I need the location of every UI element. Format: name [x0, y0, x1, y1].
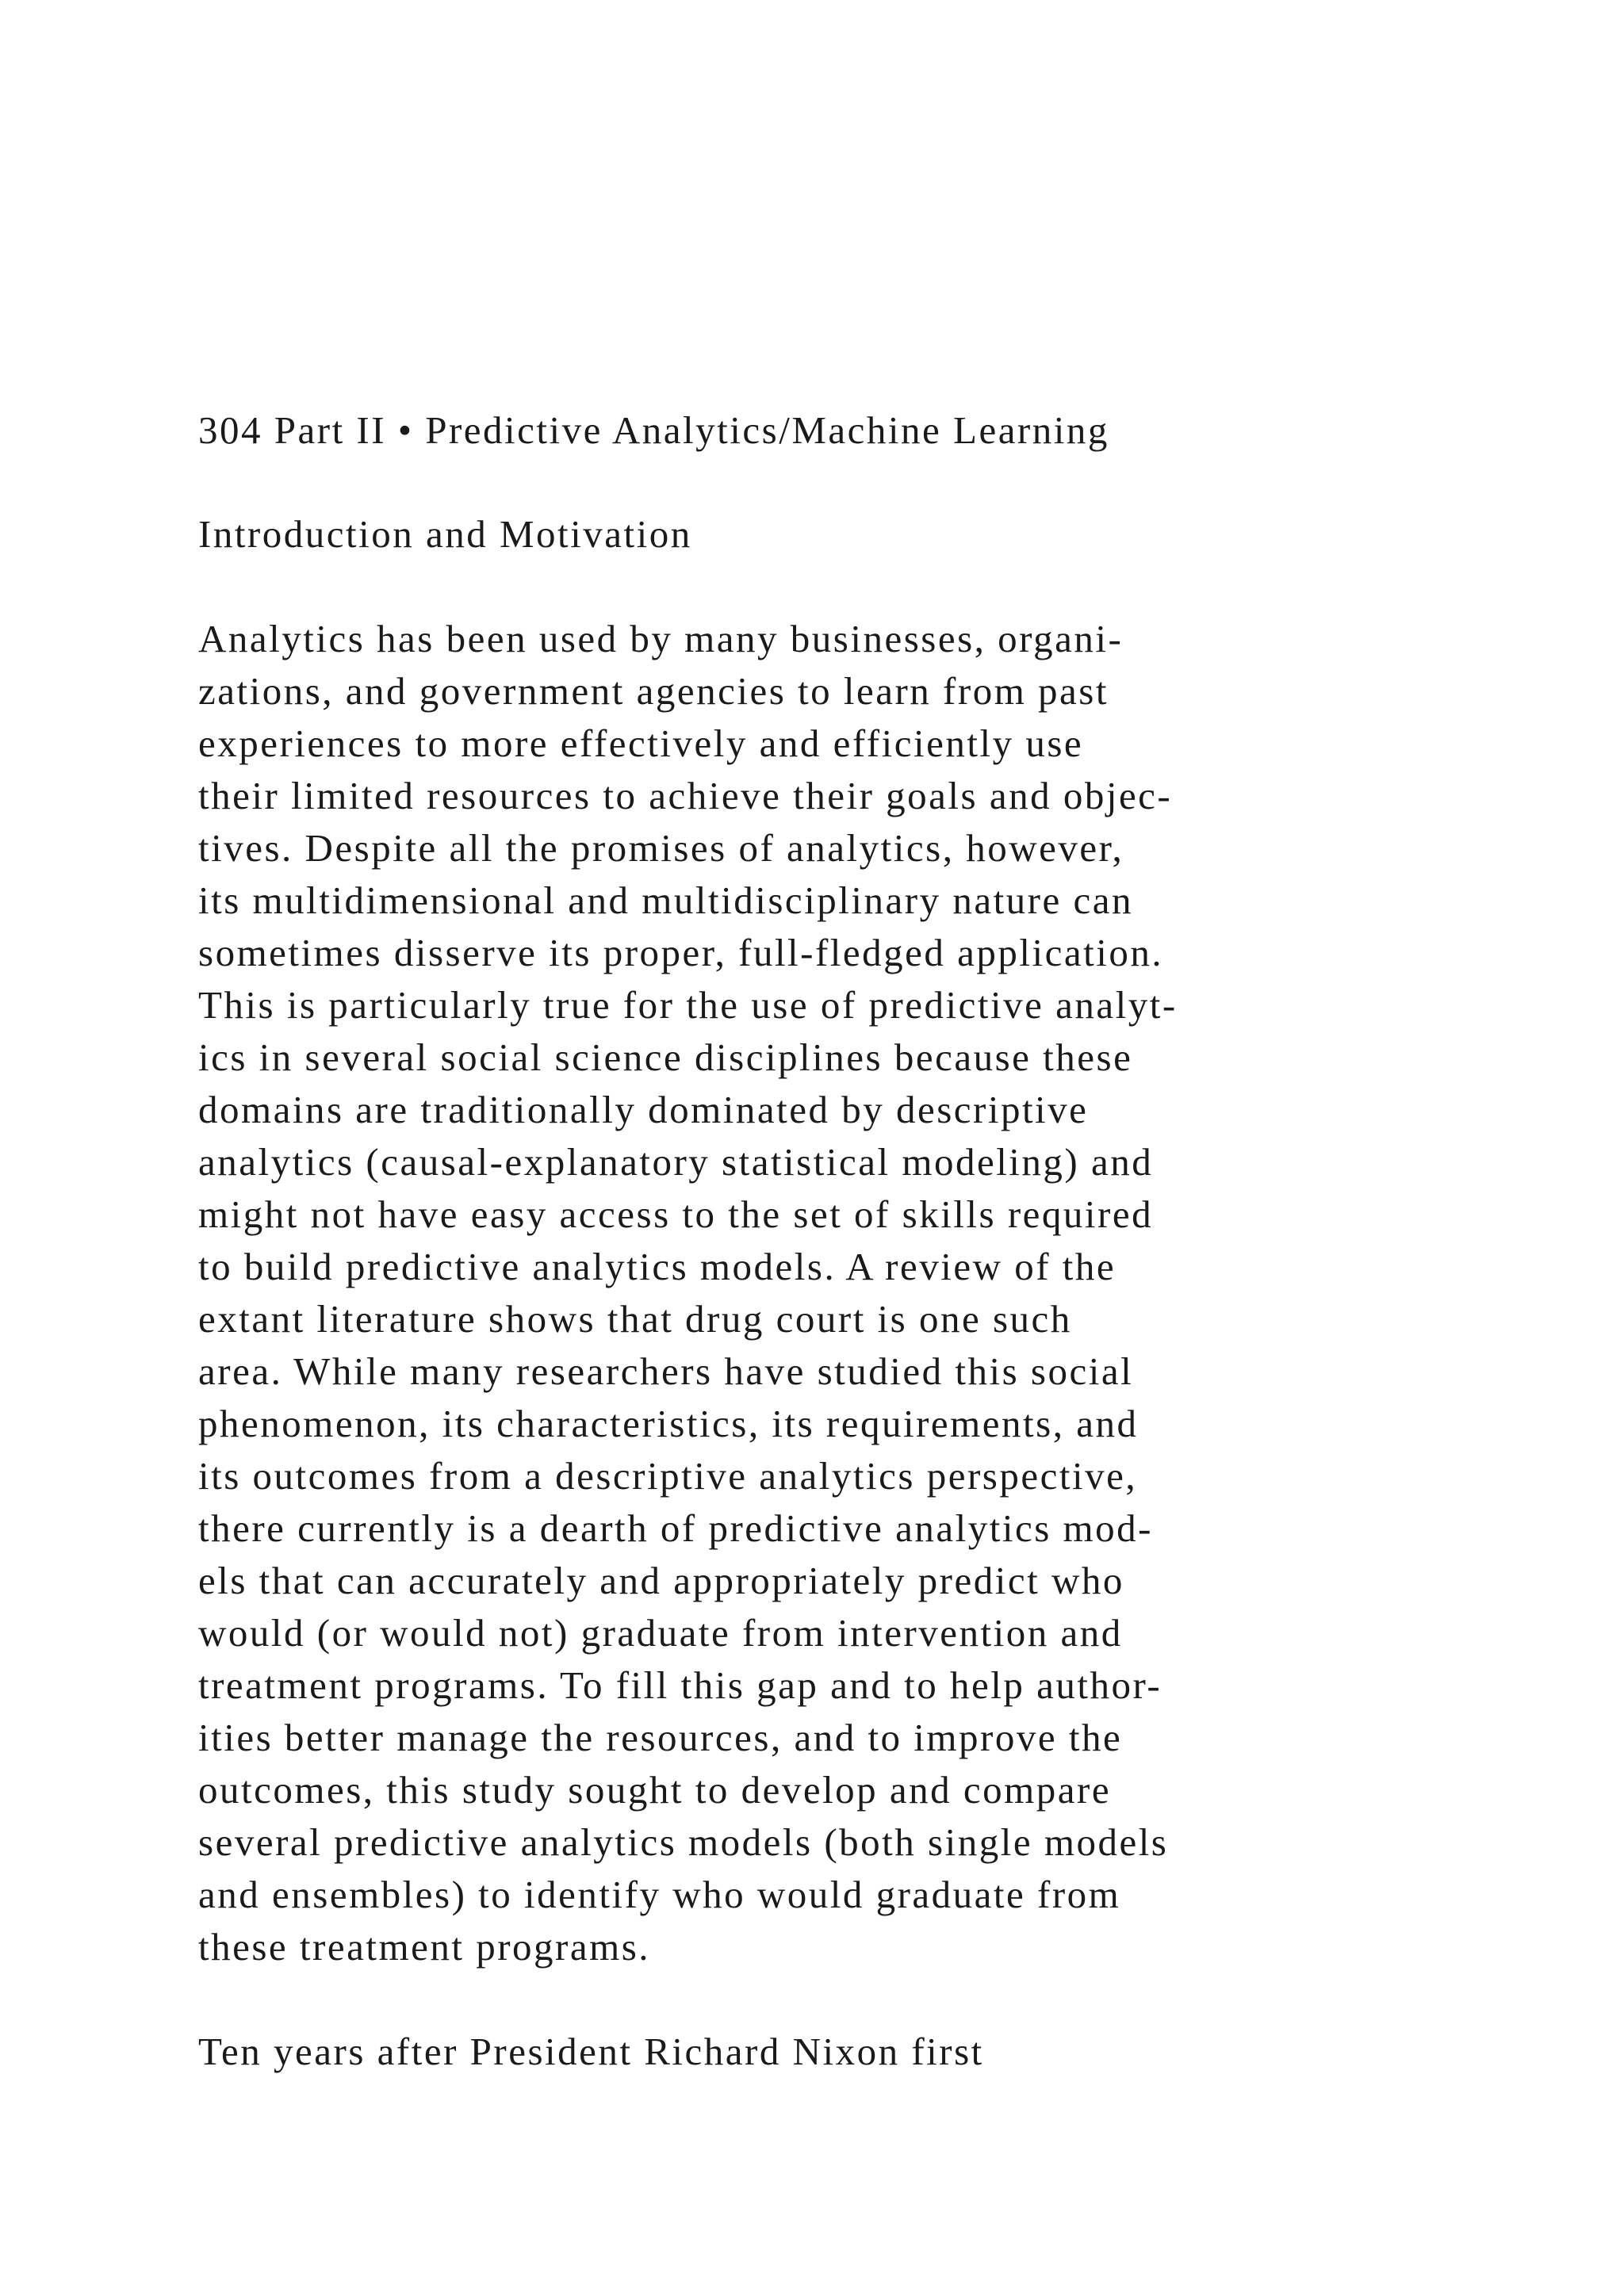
paragraph-line: its outcomes from a descriptive analytics perspective,	[198, 1454, 1138, 1498]
paragraph-line: els that can accurately and appropriately predict who	[198, 1559, 1124, 1602]
paragraph-line: extant literature shows that drug court is one such	[198, 1297, 1072, 1341]
paragraph-line: domains are traditionally dominated by descriptive	[198, 1088, 1089, 1131]
paragraph-line: treatment programs. To fill this gap and to help author-	[198, 1663, 1162, 1707]
paragraph-2	[198, 2026, 1546, 2078]
paragraph-line: sometimes disserve its proper, full-fledged application.	[198, 931, 1164, 974]
running-head-text: 304 Part II • Predictive Analytics/Machine Learning	[198, 408, 1109, 452]
paragraph-line: and ensembles) to identify who would graduate from	[198, 1873, 1121, 1916]
paragraph-line: ities better manage the resources, and to improve the	[198, 1716, 1123, 1759]
paragraph-line: would (or would not) graduate from intervention and	[198, 1611, 1123, 1655]
paragraph-line: to build predictive analytics models. A review of the	[198, 1245, 1116, 1288]
paragraph-line: outcomes, this study sought to develop and compare	[198, 1768, 1112, 1812]
paragraph-line: zations, and government agencies to learn from past	[198, 669, 1109, 713]
paragraph-line: their limited resources to achieve their goals and objec-	[198, 774, 1173, 817]
running-head	[198, 404, 1546, 457]
paragraph-line: This is particularly true for the use of predictive analyt-	[198, 983, 1178, 1027]
paragraph-line: ics in several social science disciplines because these	[198, 1035, 1133, 1079]
paragraph-line: tives. Despite all the promises of analytics, however,	[198, 826, 1124, 870]
paragraph-1	[198, 613, 1546, 1973]
paragraph-line: several predictive analytics models (both single models	[198, 1820, 1169, 1864]
paragraph-line: its multidimensional and multidisciplinary nature can	[198, 878, 1133, 922]
section-heading	[198, 508, 1546, 561]
section-heading-text: Introduction and Motivation	[198, 512, 692, 556]
paragraph-line: these treatment programs.	[198, 1925, 651, 1969]
paragraph-line: might not have easy access to the set of skills required	[198, 1192, 1154, 1236]
paragraph-line: Analytics has been used by many businesses, organi-	[198, 617, 1124, 660]
paragraph-line: experiences to more effectively and efficiently use	[198, 721, 1084, 765]
paragraph-line: Ten years after President Richard Nixon first	[198, 2030, 984, 2073]
paragraph-line: analytics (causal-explanatory statistical modeling) and	[198, 1140, 1154, 1184]
paragraph-line: area. While many researchers have studied this social	[198, 1349, 1134, 1393]
paragraph-line: there currently is a dearth of predictive analytics mod-	[198, 1506, 1153, 1550]
paragraph-line: phenomenon, its characteristics, its requirements, and	[198, 1402, 1139, 1445]
